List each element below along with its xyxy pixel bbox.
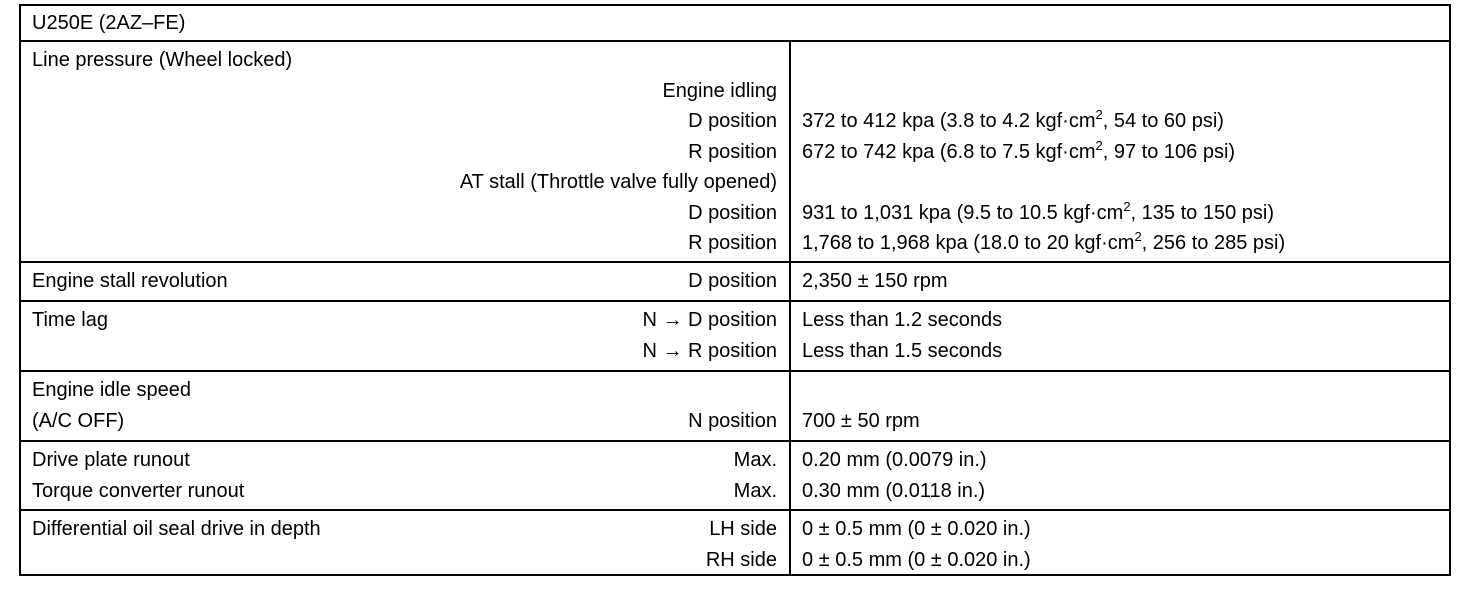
table-row [21, 476, 789, 507]
row-label: Time lag [32, 309, 108, 331]
row-condition: D position [688, 270, 777, 292]
row-condition: Engine idling [662, 79, 777, 102]
row-condition: D position [688, 110, 777, 132]
spec-value: 0.30 mm (0.0118 in.) [802, 479, 986, 502]
row-label: Engine idle speed [32, 379, 192, 401]
row-condition: D position [688, 201, 777, 224]
spec-value: Less than 1.2 seconds [802, 309, 1003, 331]
section-oil-seal [21, 511, 1449, 574]
table-row [21, 336, 789, 367]
row-condition: R position [688, 140, 777, 163]
row-label: (A/C OFF) [32, 409, 125, 432]
row-condition: N position [688, 409, 777, 432]
spec-value: 0.20 mm (0.0079 in.) [802, 449, 987, 471]
table-row [21, 228, 789, 259]
table-row [21, 76, 789, 107]
section-runout [21, 442, 1449, 511]
table-row [21, 167, 789, 198]
row-label: Line pressure (Wheel locked) [32, 49, 293, 71]
table-row [21, 137, 789, 168]
spec-value: 700 ± 50 rpm [802, 409, 920, 432]
row-condition: N → D position [642, 309, 777, 331]
section-time-lag [21, 302, 1449, 372]
table-row [21, 106, 789, 137]
row-label: Differential oil seal drive in depth [32, 518, 321, 540]
row-condition: R position [688, 232, 777, 254]
spec-table [19, 4, 1451, 576]
spec-value: 372 to 412 kpa (3.8 to 4.2 $kgf\cdot cm^2$, 54 to 60 psi) [802, 107, 1224, 132]
condition-column [21, 42, 791, 261]
spec-value: 2,350 ± 150 rpm [802, 270, 948, 292]
row-label: Drive plate runout [32, 449, 190, 471]
row-condition: Max. [733, 449, 777, 471]
spec-value: 1,768 to 1,968 kpa (18.0 to 20 $kgf\cdot cm^2$, 256 to 285 psi) [802, 229, 1286, 254]
table-row [21, 514, 789, 545]
table-row [21, 375, 789, 406]
row-label: Engine stall revolution [32, 270, 228, 292]
spec-value: 931 to 1,031 kpa (9.5 to 10.5 $kgf\cdot cm^2$, 135 to 150 psi) [802, 198, 1274, 224]
row-condition: Max. [733, 479, 777, 502]
spec-value: Less than 1.5 seconds [802, 339, 1003, 362]
value-column [791, 42, 1449, 261]
table-row [21, 545, 789, 576]
table-title: U250E (2AZ–FE) [21, 6, 1449, 42]
table-row [21, 305, 789, 336]
spec-value: 672 to 742 kpa (6.8 to 7.5 $kgf\cdot cm^2$, 97 to 106 psi) [802, 137, 1236, 163]
table-row [21, 266, 789, 297]
spec-value: 0 ± 0.5 mm (0 ± 0.020 in.) [802, 548, 1031, 571]
section-idle-speed [21, 372, 1449, 442]
section-line-pressure [21, 42, 1449, 263]
table-row [21, 198, 789, 229]
row-condition: N → R position [642, 339, 777, 362]
table-row [21, 406, 789, 437]
row-label: Torque converter runout [32, 479, 245, 502]
row-condition: AT stall (Throttle valve fully opened) [459, 171, 777, 193]
row-condition: LH side [709, 518, 777, 540]
section-engine-stall [21, 263, 1449, 302]
row-condition: RH side [705, 548, 777, 571]
spec-value: 0 ± 0.5 mm (0 ± 0.020 in.) [802, 518, 1031, 540]
table-row [21, 445, 789, 476]
table-row [21, 45, 789, 76]
